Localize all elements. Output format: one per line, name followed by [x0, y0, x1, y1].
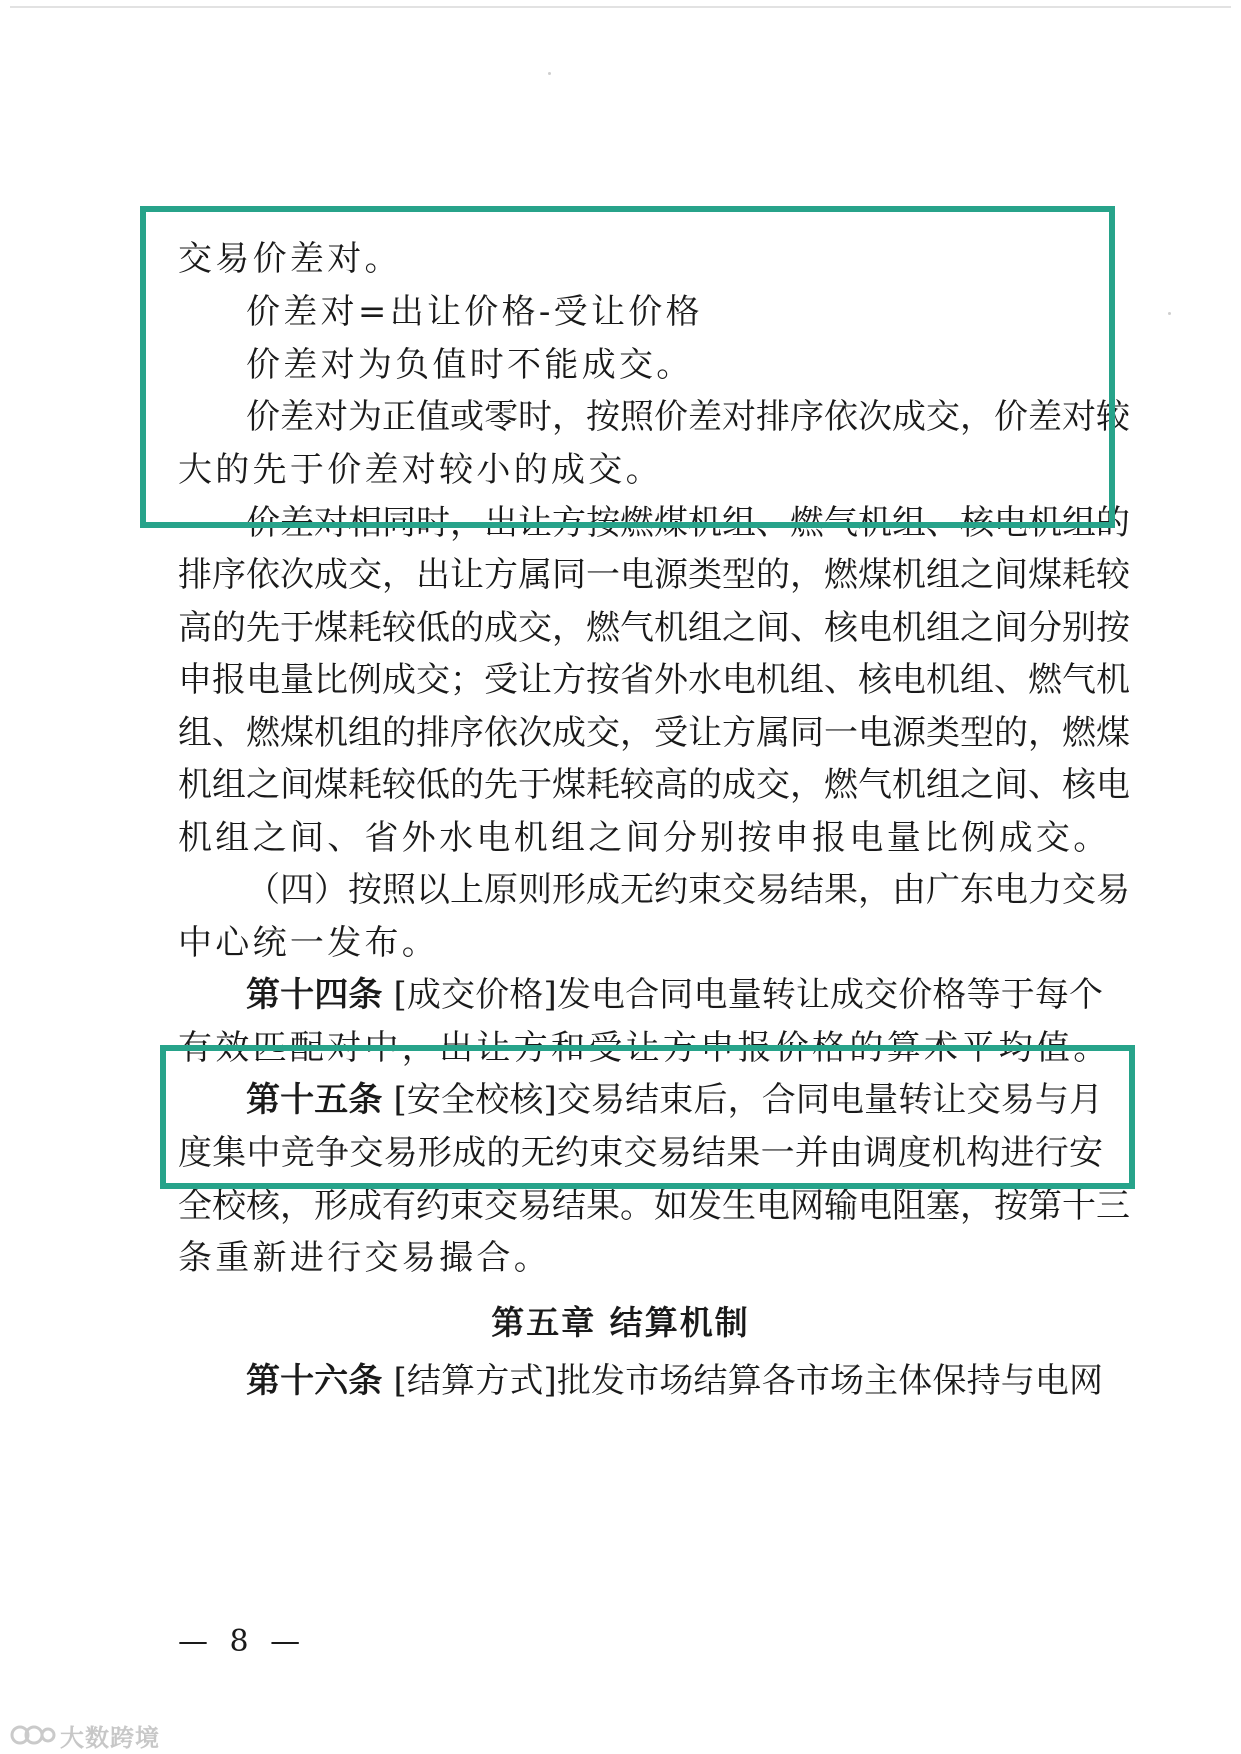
chapter-title: 第五章 结算机制 — [491, 1303, 750, 1342]
article-14-text: [成交价格]发电合同电量转让成交价格等于每个 — [382, 975, 1103, 1015]
article-14-label: 第十四条 — [246, 975, 383, 1015]
text-line: 申报电量比例成交；受让方按省外水电机组、核电机组、燃气机 — [178, 660, 1130, 700]
text-line: 价差对为负值时不能成交。 — [246, 345, 694, 385]
page-number: — 8 — — [178, 1624, 307, 1659]
text-line: 中心统一发布。 — [178, 923, 440, 963]
text-line: 价差对为正值或零时，按照价差对排序依次成交，价差对较 — [246, 397, 1130, 437]
article-16-line-1 — [246, 1352, 1103, 1410]
text-line: 机组之间、省外水电机组之间分别按申报电量比例成交。 — [178, 818, 1111, 858]
watermark-logo-icon — [10, 1721, 56, 1749]
article-14-line-2: 有效匹配对中，出让方和受让方申报价格的算术平均值。 — [178, 1028, 1111, 1068]
article-15-line-4: 条重新进行交易撮合。 — [178, 1238, 551, 1278]
article-15-line-3: 全校核，形成有约束交易结果。如发生电网输电阻塞，按第十三 — [178, 1186, 1130, 1226]
scan-speck — [1168, 312, 1171, 315]
watermark — [10, 1720, 160, 1750]
article-15-text: [安全校核]交易结束后，合同电量转让交易与月 — [382, 1080, 1103, 1120]
article-14-line-1 — [246, 966, 1103, 1024]
text-line: 机组之间煤耗较低的先于煤耗较高的成交，燃气机组之间、核电 — [178, 765, 1130, 805]
article-15-line-1 — [246, 1071, 1103, 1129]
text-line: （四）按照以上原则形成无约束交易结果，由广东电力交易 — [246, 870, 1130, 910]
text-line: 价差对相同时，出让方按燃煤机组、燃气机组、核电机组的 — [246, 503, 1130, 543]
article-15-label: 第十五条 — [246, 1080, 383, 1120]
text-line: 组、燃煤机组的排序依次成交，受让方属同一电源类型的，燃煤 — [178, 713, 1130, 753]
scan-speck — [548, 72, 551, 75]
text-line: 价差对=出让价格-受让价格 — [246, 292, 703, 332]
text-line: 交易价差对。 — [178, 239, 402, 279]
text-line: 排序依次成交，出让方属同一电源类型的，燃煤机组之间煤耗较 — [178, 555, 1130, 595]
article-16-text: [结算方式]批发市场结算各市场主体保持与电网 — [382, 1361, 1103, 1401]
article-15-line-2: 度集中竞争交易形成的无约束交易结果一并由调度机构进行安 — [178, 1133, 1103, 1173]
text-line: 高的先于煤耗较低的成交，燃气机组之间、核电机组之间分别按 — [178, 608, 1130, 648]
scan-top-edge — [10, 6, 1231, 8]
watermark-text: 大数跨境 — [60, 1723, 160, 1752]
article-16-label: 第十六条 — [246, 1361, 383, 1401]
text-line: 大的先于价差对较小的成交。 — [178, 450, 663, 490]
